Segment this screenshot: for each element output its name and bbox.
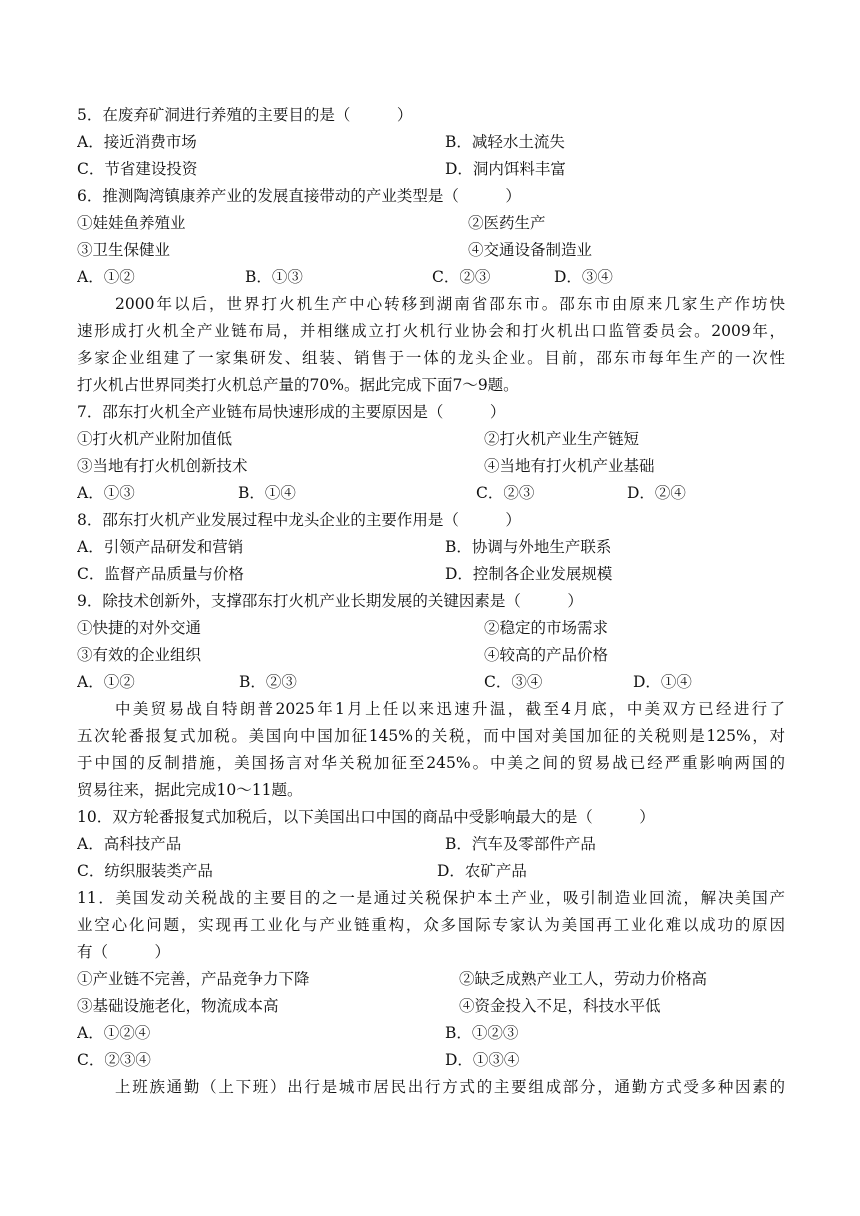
q11-stem-line: 11．美国发动关税战的主要目的之一是通过关税保护本土产业，吸引制造业回流，解决美国产 <box>77 889 785 907</box>
q9-statement-4: ④较高的产品价格 <box>484 646 609 664</box>
q6-statements-row2 <box>77 237 785 264</box>
q7-options <box>77 480 785 507</box>
q7-stem: 7．邵东打火机全产业链布局快速形成的主要原因是（ ） <box>77 403 506 421</box>
q10-stem: 10．双方轮番报复式加税后，以下美国出口中国的商品中受影响最大的是（ ） <box>77 808 655 826</box>
q8-option-d: D．控制各企业发展规模 <box>445 565 613 583</box>
q7-statements-row1 <box>77 426 785 453</box>
q8-option-b: B．协调与外地生产联系 <box>445 538 612 556</box>
q7-option-b: B．①④ <box>238 484 296 502</box>
passage2-line: 于中国的反制措施，美国扬言对华关税加征至245%。中美之间的贸易战已经严重影响两国的 <box>77 754 785 772</box>
q10-option-c: C．纺织服装类产品 <box>77 862 213 880</box>
q5-options-row1 <box>77 129 785 156</box>
q11-statements-row1 <box>77 966 785 993</box>
q11-statement-3: ③基础设施老化，物流成本高 <box>77 997 279 1015</box>
q10-option-d: D．农矿产品 <box>437 862 527 880</box>
q9-statement-1: ①快捷的对外交通 <box>77 619 202 637</box>
q5-options-row2 <box>77 156 785 183</box>
q9-stem: 9．除技术创新外，支撑邵东打火机产业长期发展的关键因素是（ ） <box>77 592 583 610</box>
q6-stem: 6．推测陶湾镇康养产业的发展直接带动的产业类型是（ ） <box>77 187 521 205</box>
q11-option-a: A．①②④ <box>77 1024 151 1042</box>
q9-options <box>77 669 785 696</box>
q5-option-a: A．接近消费市场 <box>77 133 197 151</box>
q6-statement-2: ②医药生产 <box>468 214 546 232</box>
q11-statement-4: ④资金投入不足，科技水平低 <box>459 997 661 1015</box>
q11-statements-row2 <box>77 993 785 1020</box>
q11-statement-2: ②缺乏成熟产业工人，劳动力价格高 <box>459 970 708 988</box>
q7-statement-2: ②打火机产业生产链短 <box>484 430 640 448</box>
q9-statement-2: ②稳定的市场需求 <box>484 619 609 637</box>
passage1-line: 2000年以后，世界打火机生产中心转移到湖南省邵东市。邵东市由原来几家生产作坊快 <box>115 295 785 313</box>
q8-option-a: A．引领产品研发和营销 <box>77 538 244 556</box>
passage2-line: 五次轮番报复式加税。美国向中国加征145%的关税，而中国对美国加征的关税则是125%，对 <box>77 727 785 745</box>
q11-option-c: C．②③④ <box>77 1051 151 1069</box>
q7-statement-3: ③当地有打火机创新技术 <box>77 457 248 475</box>
q9-option-c: C．③④ <box>484 673 543 691</box>
q9-statements-row2 <box>77 642 785 669</box>
q9-option-a: A．①② <box>77 673 135 691</box>
q6-option-c: C．②③ <box>432 268 491 286</box>
q7-option-c: C．②③ <box>476 484 535 502</box>
q5-stem: 5．在废弃矿洞进行养殖的主要目的是（ ） <box>77 106 413 124</box>
passage3-line: 上班族通勤（上下班）出行是城市居民出行方式的主要组成部分，通勤方式受多种因素的 <box>115 1078 785 1096</box>
q10-option-a: A．高科技产品 <box>77 835 182 853</box>
passage1-line: 速形成打火机全产业链布局，并相继成立打火机行业协会和打火机出口监管委员会。2009年， <box>77 322 785 340</box>
q5-option-b: B．减轻水土流失 <box>445 133 565 151</box>
q8-stem: 8．邵东打火机产业发展过程中龙头企业的主要作用是（ ） <box>77 511 521 529</box>
q6-statement-4: ④交通设备制造业 <box>468 241 593 259</box>
passage2-line: 贸易往来，据此完成10～11题。 <box>77 781 303 799</box>
q11-statement-1: ①产业链不完善，产品竞争力下降 <box>77 970 310 988</box>
q10-option-b: B．汽车及零部件产品 <box>445 835 596 853</box>
q5-option-c: C．节省建设投资 <box>77 160 198 178</box>
q9-option-d: D．①④ <box>633 673 692 691</box>
q6-statement-3: ③卫生保健业 <box>77 241 171 259</box>
q7-statements-row2 <box>77 453 785 480</box>
q9-option-b: B．②③ <box>239 673 297 691</box>
q10-options-row1 <box>77 831 785 858</box>
q11-stem-line: 有（ ） <box>77 943 171 961</box>
q10-options-row2 <box>77 858 785 885</box>
q7-statement-1: ①打火机产业附加值低 <box>77 430 233 448</box>
q7-option-a: A．①③ <box>77 484 135 502</box>
q7-statement-4: ④当地有打火机产业基础 <box>484 457 655 475</box>
q11-options-row2 <box>77 1047 785 1074</box>
q8-option-c: C．监督产品质量与价格 <box>77 565 244 583</box>
q6-option-b: B．①③ <box>245 268 303 286</box>
q11-option-b: B．①②③ <box>445 1024 519 1042</box>
q11-options-row1 <box>77 1020 785 1047</box>
q6-statement-1: ①娃娃鱼养殖业 <box>77 214 186 232</box>
q11-stem-line: 业空心化问题，实现再工业化与产业链重构，众多国际专家认为美国再工业化难以成功的原因 <box>77 916 785 934</box>
q6-option-a: A．①② <box>77 268 135 286</box>
q11-option-d: D．①③④ <box>445 1051 520 1069</box>
q6-options <box>77 264 785 291</box>
q5-option-d: D．洞内饵料丰富 <box>445 160 566 178</box>
passage2-line: 中美贸易战自特朗普2025年1月上任以来迅速升温，截至4月底，中美双方已经进行了 <box>115 700 785 718</box>
q6-option-d: D．③④ <box>554 268 613 286</box>
q8-options-row2 <box>77 561 785 588</box>
q9-statement-3: ③有效的企业组织 <box>77 646 202 664</box>
q9-statements-row1 <box>77 615 785 642</box>
passage1-line: 多家企业组建了一家集研发、组装、销售于一体的龙头企业。目前，邵东市每年生产的一次性 <box>77 349 785 367</box>
q8-options-row1 <box>77 534 785 561</box>
passage1-line: 打火机占世界同类打火机总产量的70%。据此完成下面7～9题。 <box>77 376 519 394</box>
q6-statements-row1 <box>77 210 785 237</box>
q7-option-d: D．②④ <box>627 484 686 502</box>
